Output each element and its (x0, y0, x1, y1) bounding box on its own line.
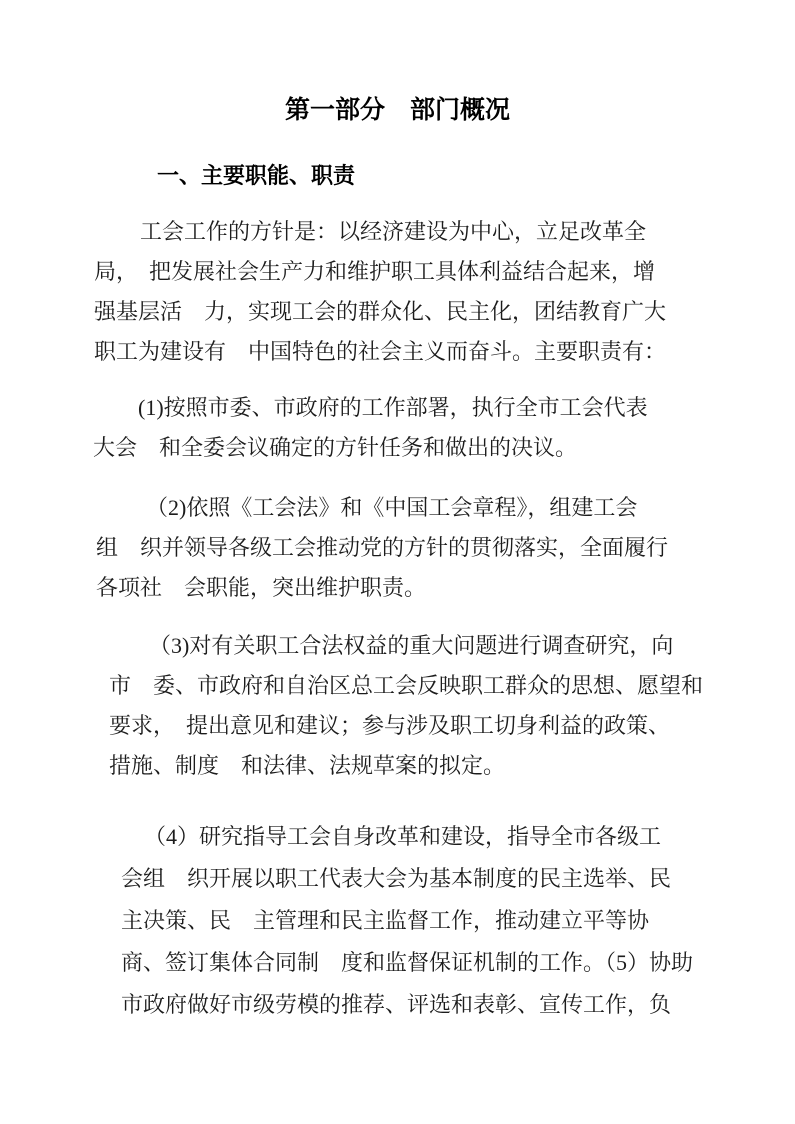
paragraph-line: 主决策、民 主管理和民主监督工作，推动建立平等协 (121, 908, 650, 933)
document-title: 第一部分 部门概况 (284, 97, 510, 124)
paragraph-line: 要求， 提出意见和建议；参与涉及职工切身利益的政策、 (109, 713, 671, 738)
paragraph-line: 工会工作的方针是：以经济建设为中心，立足改革全 (140, 219, 647, 244)
paragraph-line: (1)按照市委、市政府的工作部署，执行全市工会代表 (138, 395, 648, 420)
paragraph-line: 大会 和全委会议确定的方针任务和做出的决议。 (93, 435, 578, 460)
paragraph-line: 商、签订集体合同制 度和监督保证机制的工作。（5）协助 (121, 950, 694, 975)
section-heading: 一、主要职能、职责 (157, 163, 356, 188)
paragraph-line: 各项社 会职能，突出维护职责。 (96, 575, 427, 600)
paragraph-line: 会组 织开展以职工代表大会为基本制度的民主选举、民 (121, 866, 672, 891)
paragraph-line: 措施、制度 和法律、法规草案的拟定。 (109, 753, 506, 778)
paragraph-line: 职工为建设有 中国特色的社会主义而奋斗。主要职责有： (94, 339, 667, 364)
paragraph-line: （2)依照《工会法》和《中国工会章程》，组建工会 (146, 495, 638, 520)
paragraph-item-2 (96, 488, 795, 608)
paragraph-intro (94, 212, 795, 372)
paragraph-line: 强基层活 力，实现工会的群众化、民主化，团结教育广大 (94, 299, 667, 324)
paragraph-line: 市政府做好市级劳模的推荐、评选和表彰、宣传工作，负 (121, 992, 672, 1017)
paragraph-line: 局， 把发展社会生产力和维护职工具体利益结合起来，增 (94, 259, 656, 284)
paragraph-item-4-5 (121, 816, 795, 1026)
paragraph-item-3 (109, 626, 795, 786)
paragraph-line: （4）研究指导工会自身改革和建设，指导全市各级工 (144, 824, 662, 849)
paragraph-line: 组 织并领导各级工会推动党的方针的贯彻落实，全面履行 (96, 535, 669, 560)
paragraph-line: 市 委、市政府和自治区总工会反映职工群众的思想、愿望和 (109, 673, 704, 698)
paragraph-line: （3)对有关职工合法权益的重大问题进行调查研究，向 (149, 633, 674, 658)
paragraph-item-1 (93, 388, 795, 468)
